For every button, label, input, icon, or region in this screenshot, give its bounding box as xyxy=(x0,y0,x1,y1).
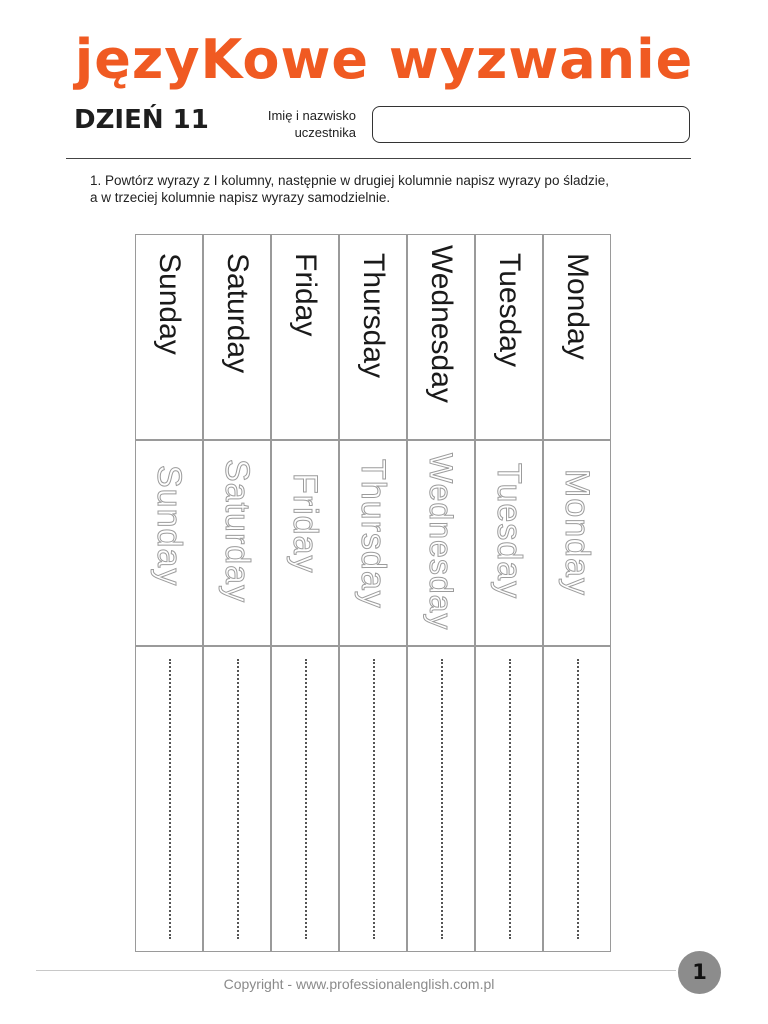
name-label-line2: uczestnika xyxy=(294,125,356,140)
word-text: Monday xyxy=(561,253,594,360)
dotted-writing-line xyxy=(169,659,171,939)
copyright-text: Copyright - www.professionalenglish.com.pl xyxy=(223,976,495,992)
write-cell[interactable] xyxy=(271,646,339,952)
trace-text: Monday xyxy=(558,469,596,596)
trace-cell[interactable] xyxy=(271,440,339,646)
footer-divider xyxy=(36,970,676,971)
trace-text: Sunday xyxy=(150,465,188,587)
write-cell[interactable] xyxy=(135,646,203,952)
word-cell xyxy=(339,234,407,440)
write-cell[interactable] xyxy=(203,646,271,952)
trace-cell[interactable] xyxy=(475,440,543,646)
day-label: DZIEŃ 11 xyxy=(74,105,209,135)
trace-text: Thursday xyxy=(354,459,392,609)
trace-text: Wednesday xyxy=(423,453,459,631)
word-text: Thursday xyxy=(357,253,390,379)
trace-cell[interactable] xyxy=(135,440,203,646)
word-cell xyxy=(135,234,203,440)
dotted-writing-line xyxy=(373,659,375,939)
name-label-line1: Imię i nazwisko xyxy=(267,108,356,123)
dotted-writing-line xyxy=(237,659,239,939)
word-text: Friday xyxy=(289,253,322,337)
word-text: Wednesday xyxy=(425,245,458,403)
write-cell[interactable] xyxy=(475,646,543,952)
word-text: Saturday xyxy=(221,253,254,374)
page-number-badge: 1 xyxy=(678,951,721,994)
name-field-label xyxy=(236,107,356,141)
exercise-instructions xyxy=(90,172,670,206)
trace-text: Tuesday xyxy=(490,463,528,600)
word-text: Tuesday xyxy=(493,253,526,367)
instructions-line1: 1. Powtórz wyrazy z I kolumny, następnie w drugiej kolumnie napisz wyrazy po śladzie, xyxy=(90,173,609,188)
word-cell xyxy=(543,234,611,440)
trace-text: Saturday xyxy=(218,459,256,604)
write-cell[interactable] xyxy=(407,646,475,952)
dotted-writing-line xyxy=(305,659,307,939)
word-cell xyxy=(203,234,271,440)
trace-cell[interactable] xyxy=(543,440,611,646)
write-cell[interactable] xyxy=(543,646,611,952)
trace-cell[interactable] xyxy=(339,440,407,646)
trace-text: Friday xyxy=(286,473,324,574)
word-cell xyxy=(271,234,339,440)
dotted-writing-line xyxy=(441,659,443,939)
header-divider xyxy=(66,158,691,159)
name-input-box[interactable] xyxy=(372,106,690,143)
instructions-line2: a w trzeciej kolumnie napisz wyrazy samodzielnie. xyxy=(90,190,391,205)
word-text: Sunday xyxy=(153,253,186,355)
word-cell xyxy=(475,234,543,440)
trace-cell[interactable] xyxy=(407,440,475,646)
trace-cell[interactable] xyxy=(203,440,271,646)
dotted-writing-line xyxy=(509,659,511,939)
write-cell[interactable] xyxy=(339,646,407,952)
page-title: języKowe wyzwanie xyxy=(74,28,694,91)
word-cell xyxy=(407,234,475,440)
dotted-writing-line xyxy=(577,659,579,939)
